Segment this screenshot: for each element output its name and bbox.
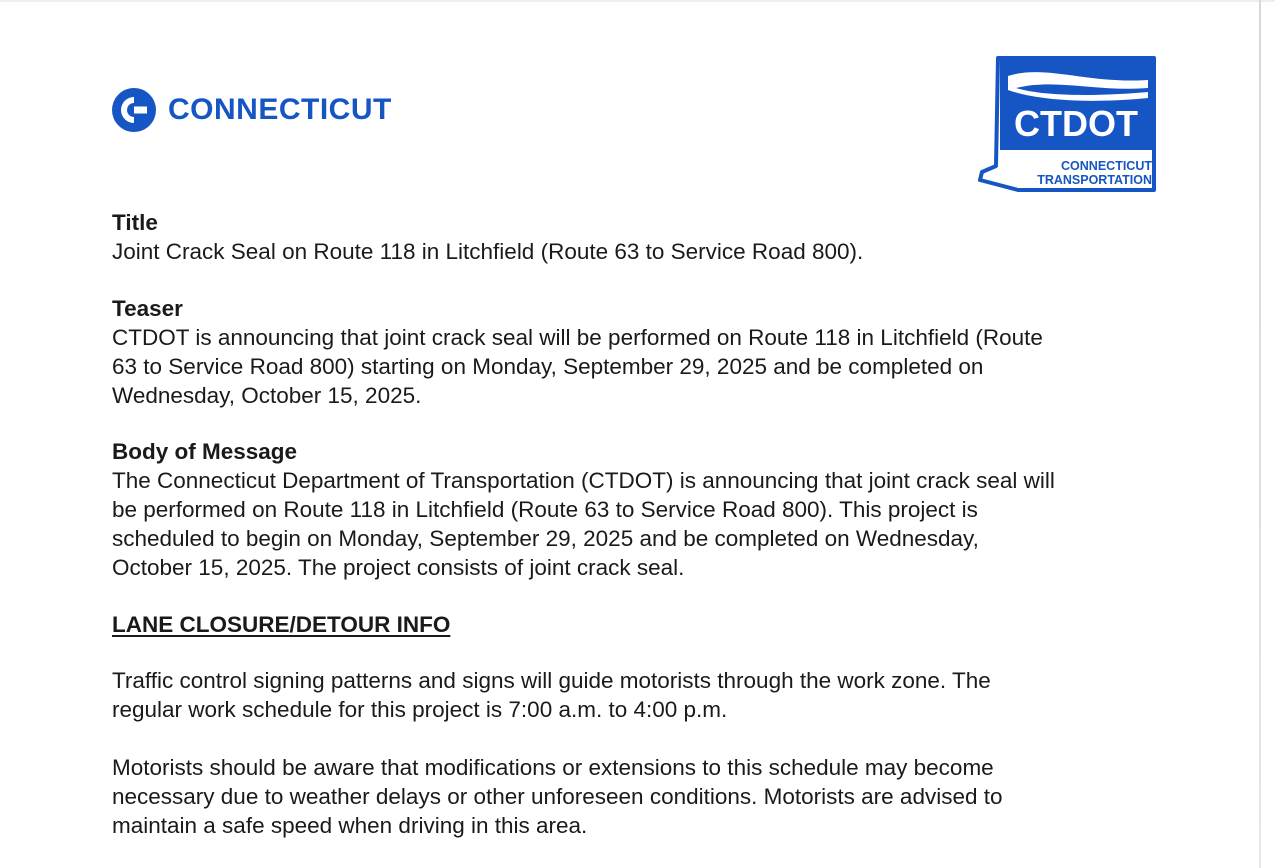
teaser-line: Wednesday, October 15, 2025.	[112, 383, 422, 408]
motorists-line: maintain a safe speed when driving in this area.	[112, 813, 588, 838]
connecticut-logo-icon	[112, 88, 156, 132]
page-top-edge	[0, 0, 1275, 2]
teaser-line: 63 to Service Road 800) starting on Monday, September 29, 2025 and be completed on	[112, 354, 984, 379]
body-heading: Body of Message	[112, 439, 298, 464]
body-line: The Connecticut Department of Transportation (CTDOT) is announcing that joint crack seal will	[112, 468, 1055, 493]
connecticut-logo	[112, 88, 392, 132]
body-line: be performed on Route 118 in Litchfield (Route 63 to Service Road 800). This project is	[112, 497, 978, 522]
ctdot-logo-main-text: CTDOT	[1014, 103, 1138, 144]
title-text: Joint Crack Seal on Route 118 in Litchfield (Route 63 to Service Road 800).	[112, 239, 864, 264]
motorists-line: Motorists should be aware that modifications or extensions to this schedule may become	[112, 755, 994, 780]
teaser-heading: Teaser	[112, 296, 183, 321]
motorists-advisory-paragraph	[112, 753, 1172, 840]
title-heading: Title	[112, 210, 158, 235]
page-right-edge	[1259, 0, 1261, 868]
press-release-body	[112, 208, 1172, 840]
teaser-line: CTDOT is announcing that joint crack seal will be performed on Route 118 in Litchfield (Route	[112, 325, 1043, 350]
body-line: scheduled to begin on Monday, September 29, 2025 and be completed on Wednesday,	[112, 526, 979, 551]
teaser-section	[112, 294, 1172, 410]
traffic-control-paragraph	[112, 666, 1172, 724]
body-line: October 15, 2025. The project consists of joint crack seal.	[112, 555, 685, 580]
ctdot-logo-line2: TRANSPORTATION	[1037, 173, 1152, 187]
title-section	[112, 208, 1172, 266]
ctdot-logo-line1: CONNECTICUT	[1061, 159, 1152, 173]
motorists-line: necessary due to weather delays or other unforeseen conditions. Motorists are advised to	[112, 784, 1003, 809]
traffic-line: Traffic control signing patterns and signs will guide motorists through the work zone. The	[112, 668, 991, 693]
ctdot-logo	[976, 54, 1158, 196]
lane-closure-heading: LANE CLOSURE/DETOUR INFO	[112, 612, 451, 637]
body-of-message-section	[112, 437, 1172, 582]
connecticut-logo-text: CONNECTICUT	[168, 93, 392, 126]
traffic-line: regular work schedule for this project is 7:00 a.m. to 4:00 p.m.	[112, 697, 728, 722]
